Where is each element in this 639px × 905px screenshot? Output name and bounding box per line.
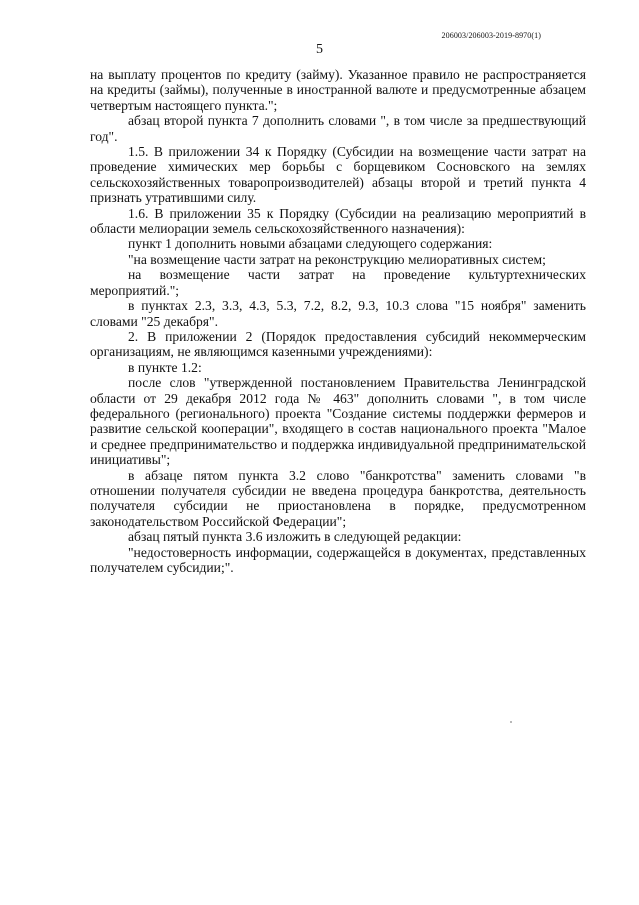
paragraph-clause-7: абзац второй пункта 7 дополнить словами ", в том числе за предшествующий год". (90, 113, 586, 144)
paragraph-bankruptcy: в абзаце пятом пункта 3.2 слово "банкротства" заменить словами "в отношении получателя субсидии не введена процедура банкротства, деятельность получателя субсидии не приостановлена в порядке, предусмотренном законодательством Российской Федерации"; (90, 467, 586, 529)
paragraph-unreliable-info: "недостоверность информации, содержащейся в документах, представленных получателем субсидии;". (90, 544, 586, 575)
paragraph-item-1-supplement: пункт 1 дополнить новыми абзацами следующего содержания: (128, 236, 493, 252)
paragraph-reconstruction: "на возмещение части затрат на реконструкцию мелиоративных систем; (128, 251, 546, 267)
scan-speck (510, 721, 512, 723)
paragraph-1-6: 1.6. В приложении 35 к Порядку (Субсидии на реализацию мероприятий в области мелиорации земель сельскохозяйственного назначения): (90, 205, 586, 237)
paragraph-clause-3-6: абзац пятый пункта 3.6 изложить в следующей редакции: (128, 529, 462, 545)
paragraph-date-replacement: в пунктах 2.3, 3.3, 4.3, 5.3, 7.2, 8.2, 9.3, 10.3 слова "15 ноября" заменить словами "25 декабря". (90, 298, 586, 329)
paragraph-cultural-technical: на возмещение части затрат на проведение культуртехнических мероприятий."; (90, 267, 586, 298)
paragraph-appendix-2: 2. В приложении 2 (Порядок предоставления субсидий некоммерческим организациям, не являющимся казенными учреждениями): (90, 328, 586, 360)
paragraph-resolution-463: после слов "утвержденной постановлением Правительства Ленинградской области от 29 декабря 2012 года № 463" дополнить словами ", в том числе федерального (регионального) проекта "Создание системы поддержки фермеров и развитие сельской кооперации", входящего в состав национального проекта "Малое и среднее предпринимательство и поддержка индивидуальной предпринимательской инициативы"; (90, 375, 586, 468)
document-id: 206003/206003-2019-8970(1) (441, 31, 541, 40)
paragraph-1-5: 1.5. В приложении 34 к Порядку (Субсидии на возмещение части затрат на проведение химических мер борьбы с борщевиком Сосновского на землях сельскохозяйственных товаропроизводителей) абзацы второй и третий пункта 4 признать утратившими силу. (90, 144, 586, 206)
paragraph-interest-payment: на выплату процентов по кредиту (займу). Указанное правило не распространяется на кредиты (займы), полученные в иностранной валюте и предусмотренные абзацем четвертым настоящего пункта."; (90, 67, 586, 113)
page-number: 5 (316, 42, 323, 57)
paragraph-item-1-2: в пункте 1.2: (128, 359, 202, 375)
document-body (90, 67, 586, 575)
